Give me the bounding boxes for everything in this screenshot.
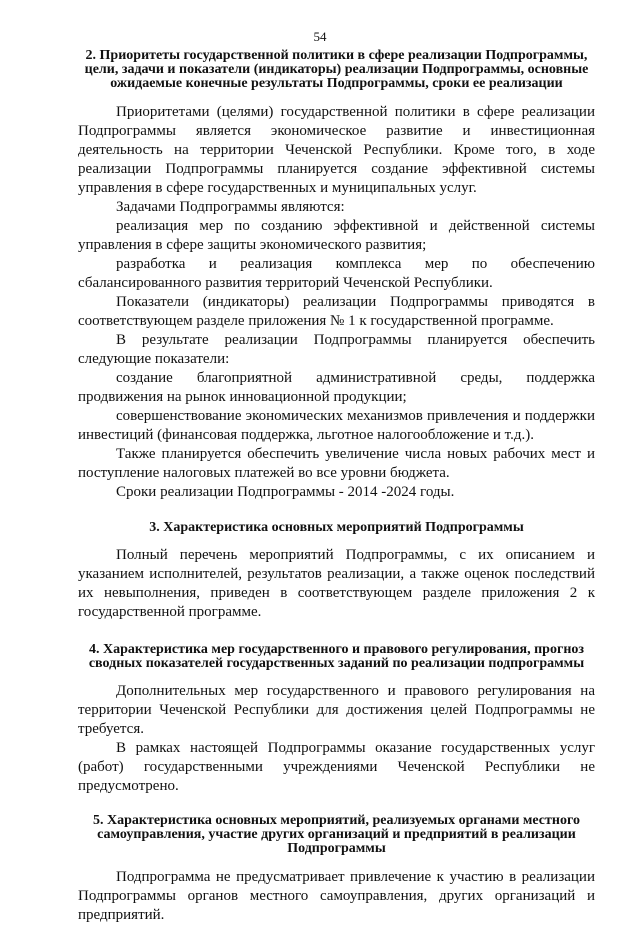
section-2-paragraph-9: Также планируется обеспечить увеличение числа новых рабочих мест и поступление налоговых платежей во все уровни бюджета.: [78, 446, 595, 481]
section-2-paragraph-2: Задачами Подпрограммы являются:: [116, 199, 345, 215]
section-3-heading: 3. Характеристика основных мероприятий Подпрограммы: [149, 520, 524, 535]
section-2-paragraph-3: реализация мер по созданию эффективной и действенной системы управления в сфере защиты экономического развития;: [78, 218, 595, 253]
section-2-paragraph-4: разработка и реализация комплекса мер по обеспечению сбалансированного развития территорий Чеченской Республики.: [78, 256, 595, 291]
section-2-paragraph-5: Показатели (индикаторы) реализации Подпрограммы приводятся в соответствующем разделе приложения № 1 к государственной программе.: [78, 294, 595, 329]
section-2-paragraph-10: Сроки реализации Подпрограммы - 2014 -2024 годы.: [116, 484, 455, 500]
section-3-paragraph-1: Полный перечень мероприятий Подпрограммы, с их описанием и указанием исполнителей, результатов реализации, а также оценок последствий их невыполнения, приведен в соответствующем разделе приложения 2 к государственной программе.: [78, 547, 595, 620]
page-number: 54: [313, 29, 327, 44]
section-2-paragraph-6: В результате реализации Подпрограммы планируется обеспечить следующие показатели:: [78, 332, 595, 367]
section-2-paragraph-8: совершенствование экономических механизмов привлечения и поддержки инвестиций (финансовая поддержка, льготное налогообложение и т.д.).: [78, 408, 595, 443]
section-2-paragraph-1: Приоритетами (целями) государственной политики в сфере реализации Подпрограммы является экономическое развитие и инвестиционная деятельность на территории Чеченской Республики. Кроме того, в ходе реализации Подпрограммы планируется создание эффективной системы управления в сфере государственных и муниципальных услуг.: [78, 104, 595, 196]
section-2-paragraph-7: создание благоприятной административной среды, поддержка продвижения на рынок инновационной продукции;: [78, 370, 595, 405]
section-4-paragraph-1: Дополнительных мер государственного и правового регулирования на территории Чеченской Республики для достижения целей Подпрограммы не требуется.: [78, 683, 595, 737]
section-4-heading: 4. Характеристика мер государственного и правового регулирования, прогноз сводных показателей государственных заданий по реализации подпрограммы: [88, 642, 585, 671]
section-5-heading: 5. Характеристика основных мероприятий, реализуемых органами местного самоуправления, участие других организаций и предприятий в реализации Подпрограммы: [93, 813, 580, 856]
document-body: [78, 49, 595, 925]
section-5-paragraph-1: Подпрограмма не предусматривает привлечение к участию в реализации Подпрограммы органов местного самоуправления, других организаций и предприятий.: [78, 869, 595, 923]
section-4-paragraph-2: В рамках настоящей Подпрограммы оказание государственных услуг (работ) государственными учреждениями Чеченской Республики не предусмотрено.: [78, 740, 595, 794]
section-2-heading: 2. Приоритеты государственной политики в сфере реализации Подпрограммы, цели, задачи и показатели (индикаторы) реализации Подпрограммы, основные ожидаемые конечные результаты Подпрограммы, сроки ее реализации: [84, 48, 589, 91]
